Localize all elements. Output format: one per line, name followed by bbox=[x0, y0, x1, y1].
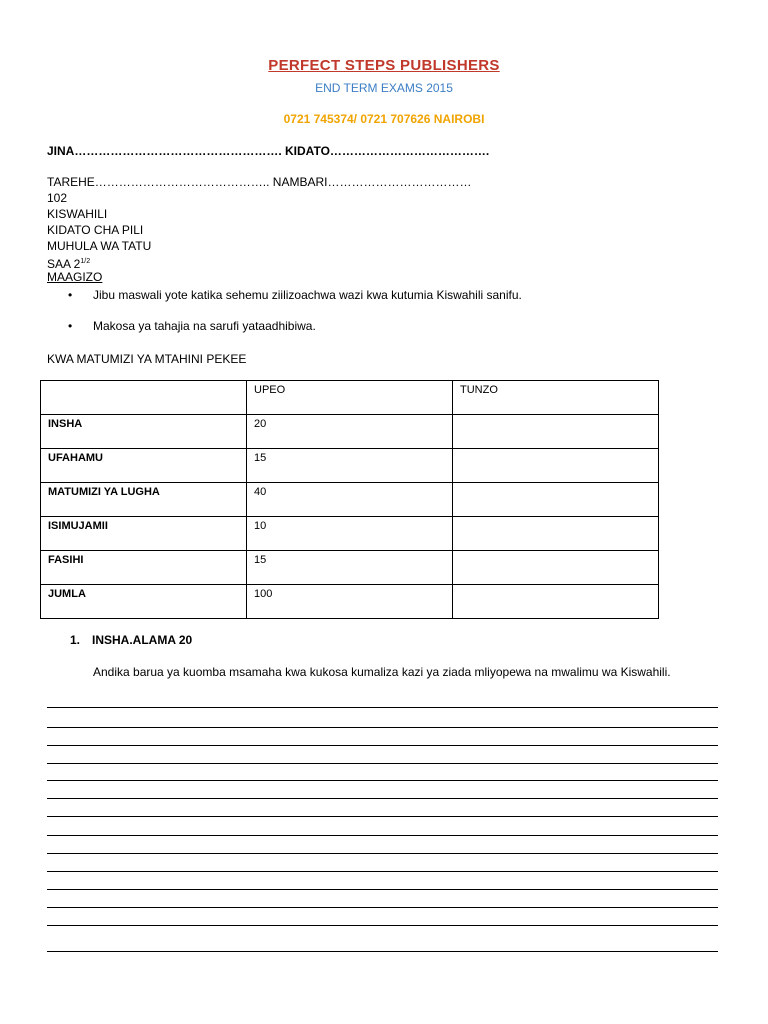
answer-line[interactable] bbox=[47, 853, 718, 854]
max-marks-cell: 15 bbox=[247, 551, 453, 585]
exam-subtitle: END TERM EXAMS 2015 bbox=[315, 81, 453, 95]
answer-line[interactable] bbox=[47, 925, 718, 926]
table-header-cell: UPEO bbox=[247, 381, 453, 415]
answer-line[interactable] bbox=[47, 707, 718, 708]
answer-line[interactable] bbox=[47, 780, 718, 781]
table-row bbox=[41, 517, 659, 551]
bullet-icon: • bbox=[68, 288, 73, 302]
score-cell[interactable] bbox=[453, 483, 659, 517]
score-cell[interactable] bbox=[453, 415, 659, 449]
score-cell[interactable] bbox=[453, 517, 659, 551]
answer-line[interactable] bbox=[47, 745, 718, 746]
question-1-heading bbox=[70, 633, 192, 647]
date-number-field: TAREHE…………………………………….. NAMBARI……………………………… bbox=[47, 175, 472, 189]
section-cell: ISIMUJAMII bbox=[41, 517, 247, 551]
question-number: 1. bbox=[70, 633, 81, 647]
max-marks-cell: 15 bbox=[247, 449, 453, 483]
instruction-text: Makosa ya tahajia na sarufi yataadhibiwa. bbox=[93, 319, 316, 333]
section-cell: FASIHI bbox=[41, 551, 247, 585]
paper-code: 102 bbox=[47, 191, 68, 205]
instructions-heading: MAAGIZO bbox=[47, 270, 103, 284]
marks-table bbox=[40, 380, 659, 619]
question-title: INSHA.ALAMA 20 bbox=[92, 633, 193, 647]
time-fraction: 1/2 bbox=[80, 258, 91, 265]
table-header-cell bbox=[41, 381, 247, 415]
table-header-cell: TUNZO bbox=[453, 381, 659, 415]
answer-line[interactable] bbox=[47, 727, 718, 728]
answer-line[interactable] bbox=[47, 763, 718, 764]
answer-line[interactable] bbox=[47, 816, 718, 817]
table-row bbox=[41, 551, 659, 585]
max-marks-cell: 10 bbox=[247, 517, 453, 551]
answer-line[interactable] bbox=[47, 951, 718, 952]
instruction-text: Jibu maswali yote katika sehemu ziilizoachwa wazi kwa kutumia Kiswahili sanifu. bbox=[93, 288, 522, 302]
max-marks-cell: 40 bbox=[247, 483, 453, 517]
publisher-title: PERFECT STEPS PUBLISHERS bbox=[268, 57, 500, 74]
section-cell: JUMLA bbox=[41, 585, 247, 619]
subject-name: KISWAHILI bbox=[47, 207, 108, 221]
answer-line[interactable] bbox=[47, 889, 718, 890]
max-marks-cell: 100 bbox=[247, 585, 453, 619]
name-form-field: JINA……………………………………………. KIDATO…………………………………. bbox=[47, 144, 490, 158]
answer-line[interactable] bbox=[47, 907, 718, 908]
section-cell: INSHA bbox=[41, 415, 247, 449]
term-name: MUHULA WA TATU bbox=[47, 239, 152, 253]
table-row bbox=[41, 585, 659, 619]
table-header-row bbox=[41, 381, 659, 415]
question-1-prompt: Andika barua ya kuomba msamaha kwa kukosa kumaliza kazi ya ziada mliyopewa na mwalimu wa Kiswahili. bbox=[93, 665, 671, 679]
score-cell[interactable] bbox=[453, 449, 659, 483]
instruction-item bbox=[68, 288, 522, 302]
examiner-use-label: KWA MATUMIZI YA MTAHINI PEKEE bbox=[47, 352, 247, 366]
table-row bbox=[41, 449, 659, 483]
answer-line[interactable] bbox=[47, 871, 718, 872]
form-level: KIDATO CHA PILI bbox=[47, 223, 144, 237]
section-cell: MATUMIZI YA LUGHA bbox=[41, 483, 247, 517]
table-row bbox=[41, 415, 659, 449]
score-cell[interactable] bbox=[453, 585, 659, 619]
publisher-phone: 0721 745374/ 0721 707626 NAIROBI bbox=[283, 112, 485, 126]
bullet-icon: • bbox=[68, 319, 73, 333]
score-cell[interactable] bbox=[453, 551, 659, 585]
section-cell: UFAHAMU bbox=[41, 449, 247, 483]
instruction-item bbox=[68, 319, 316, 333]
time-prefix: SAA 2 bbox=[47, 257, 81, 271]
answer-line[interactable] bbox=[47, 835, 718, 836]
answer-line[interactable] bbox=[47, 798, 718, 799]
table-row bbox=[41, 483, 659, 517]
max-marks-cell: 20 bbox=[247, 415, 453, 449]
